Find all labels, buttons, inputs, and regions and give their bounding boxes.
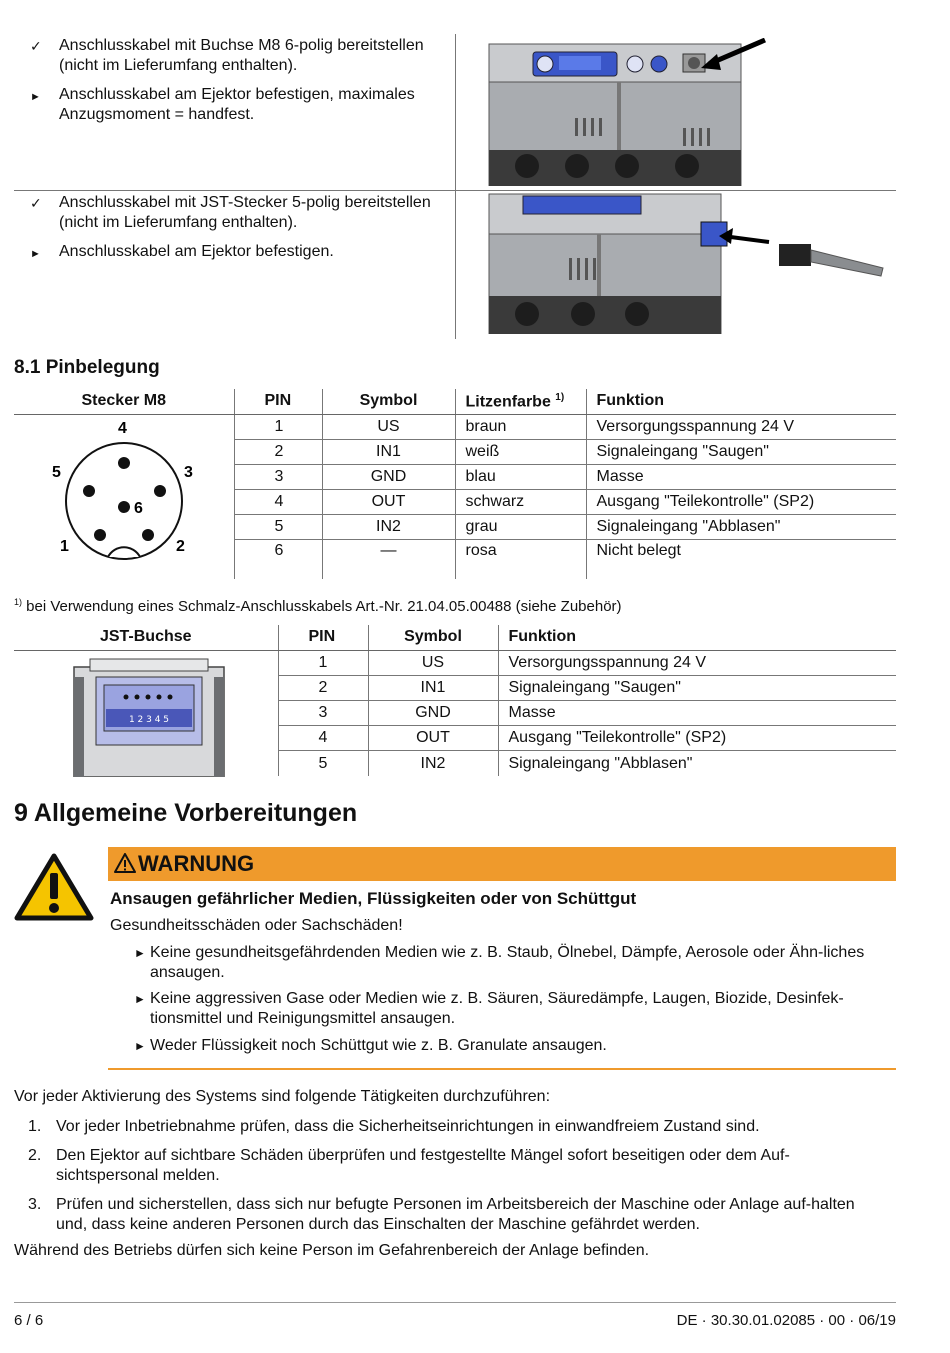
ejector-m8-connection-image [487, 38, 777, 186]
page-number: 6 / 6 [14, 1312, 44, 1329]
column-divider [455, 34, 456, 339]
step-item: ► Anschlusskabel am Ejektor befestigen. [30, 242, 450, 262]
pin-table-m8 [14, 389, 896, 579]
check-icon: ✓ [30, 38, 42, 54]
arrow-right-icon: ► [30, 91, 41, 103]
pin-label: 2 [176, 537, 185, 555]
arrow-right-icon: ► [134, 946, 146, 960]
column-header: PIN [278, 625, 368, 650]
table-row: 4 OUT schwarz Ausgang "Teilekontrolle" (SP2) [14, 489, 896, 514]
arrow-right-icon: ► [134, 1039, 146, 1053]
table-row: 4 OUT Ausgang "Teilekontrolle" (SP2) [14, 726, 896, 751]
table-row: 3 GND blau Masse [14, 464, 896, 489]
footnote: $^{1)}$ bei Verwendung eines Schmalz-Anschlusskabels Art.-Nr. 21.04.05.00488 (siehe Zubehör) [14, 597, 622, 615]
column-header: JST-Buchse [14, 625, 278, 650]
intro-text: Vor jeder Aktivierung des Systems sind folgende Tätigkeiten durchzuführen: [14, 1088, 551, 1105]
pin-label: 4 [118, 420, 127, 437]
pin-label: 6 [134, 499, 143, 517]
column-header: Stecker M8 [14, 389, 234, 414]
warning-item: ► Keine aggressiven Gase oder Medien wie z. B. Säuren, Säuredämpfe, Laugen, Biozide, Desinfek-tionsmittel und Reinigungsmittel ansaugen. [134, 990, 844, 1027]
document-number: DE · 30.30.01.02085 · 00 · 06/19 [676, 1312, 896, 1329]
closing-text: Während des Betriebs dürfen sich keine Person im Gefahrenbereich der Anlage befinden. [14, 1242, 650, 1259]
list-item: 1. Vor jeder Inbetriebnahme prüfen, dass die Sicherheitseinrichtungen in einwandfreiem Zustand sind. [28, 1118, 760, 1135]
row-divider [14, 190, 896, 191]
jst-socket-drawing [70, 657, 230, 777]
table-row: 3 GND Masse [14, 700, 896, 725]
column-header: Symbol [368, 625, 498, 650]
arrow-right-icon: ► [30, 248, 41, 260]
check-icon: ✓ [30, 195, 42, 211]
list-item: 2. Den Ejektor auf sichtbare Schäden überprüfen und festgestellte Mängel sofort beseitigen oder dem Auf-sichtspersonal melden. [28, 1147, 790, 1184]
table-row: 4 5 3 6 1 2 1 US braun Versorgungsspannung 24 V [14, 414, 896, 439]
step-item: ✓ Anschlusskabel mit JST-Stecker 5-polig bereitstellen (nicht im Lieferumfang enthalten). [30, 194, 431, 231]
warning-banner [108, 847, 896, 881]
warning-item: ► Weder Flüssigkeit noch Schüttgut wie z. B. Granulate ansaugen. [134, 1037, 607, 1054]
column-header: Symbol [322, 389, 455, 414]
warning-bottom-rule [108, 1068, 896, 1070]
table-row: 6 — rosa Nicht belegt [14, 539, 896, 579]
pin-label: 5 [52, 463, 61, 481]
step-item: ► Anschlusskabel am Ejektor befestigen, maximales Anzugsmoment = handfest. [30, 86, 415, 123]
section-heading: 9 Allgemeine Vorbereitungen [14, 799, 358, 827]
column-header: Funktion [498, 625, 896, 650]
m8-pinout-drawing [44, 421, 244, 571]
table-header [14, 389, 896, 414]
column-header: PIN [234, 389, 322, 414]
m8-connector-diagram [14, 414, 234, 579]
jst-connector-diagram [14, 650, 278, 776]
warning-item: ► Keine gesundheitsgefährdenden Medien wie z. B. Staub, Ölnebel, Dämpfe, Aerosole oder Ähn-liches ansaugen. [134, 944, 865, 981]
table-row: 2 IN1 Signaleingang "Saugen" [14, 675, 896, 700]
table-row: 1 2 3 4 5 1 US Versorgungsspannung 24 V [14, 650, 896, 675]
jst-pin-numbers: 1 2 3 4 5 [128, 714, 170, 725]
pin-table-jst [14, 625, 896, 776]
list-item: 3. Prüfen und sicherstellen, dass sich nur befugte Personen im Arbeitsbereich der Maschine oder Anlage auf-halten und, dass keine anderen Personen durch das Einschalten der Maschine gefährdet werden. [28, 1196, 855, 1233]
warning-consequence: Gesundheitsschäden oder Sachschäden! [110, 917, 403, 934]
arrow-right-icon: ► [134, 992, 146, 1006]
pin-label: 1 [60, 537, 69, 555]
table-row: 2 IN1 weiß Signaleingang "Saugen" [14, 439, 896, 464]
table-header [14, 625, 896, 650]
warning-small-icon [114, 853, 136, 873]
ejector-jst-connection-image [487, 192, 887, 334]
footer-rule [14, 1302, 896, 1303]
section-heading: 8.1 Pinbelegung [14, 357, 160, 378]
warning-triangle-icon [14, 853, 94, 921]
table-row: 5 IN2 grau Signaleingang "Abblasen" [14, 514, 896, 539]
table-row: 5 IN2 Signaleingang "Abblasen" [14, 751, 896, 776]
pin-label: 3 [184, 463, 193, 481]
column-header: Litzenfarbe $^{1)}$ [455, 389, 586, 414]
step-item: ✓ Anschlusskabel mit Buchse M8 6-polig bereitstellen (nicht im Lieferumfang enthalten). [30, 37, 424, 74]
warning-heading: Ansaugen gefährlicher Medien, Flüssigkeiten oder von Schüttgut [110, 889, 637, 908]
warning-label: WARNUNG [138, 851, 255, 876]
column-header: Funktion [586, 389, 896, 414]
